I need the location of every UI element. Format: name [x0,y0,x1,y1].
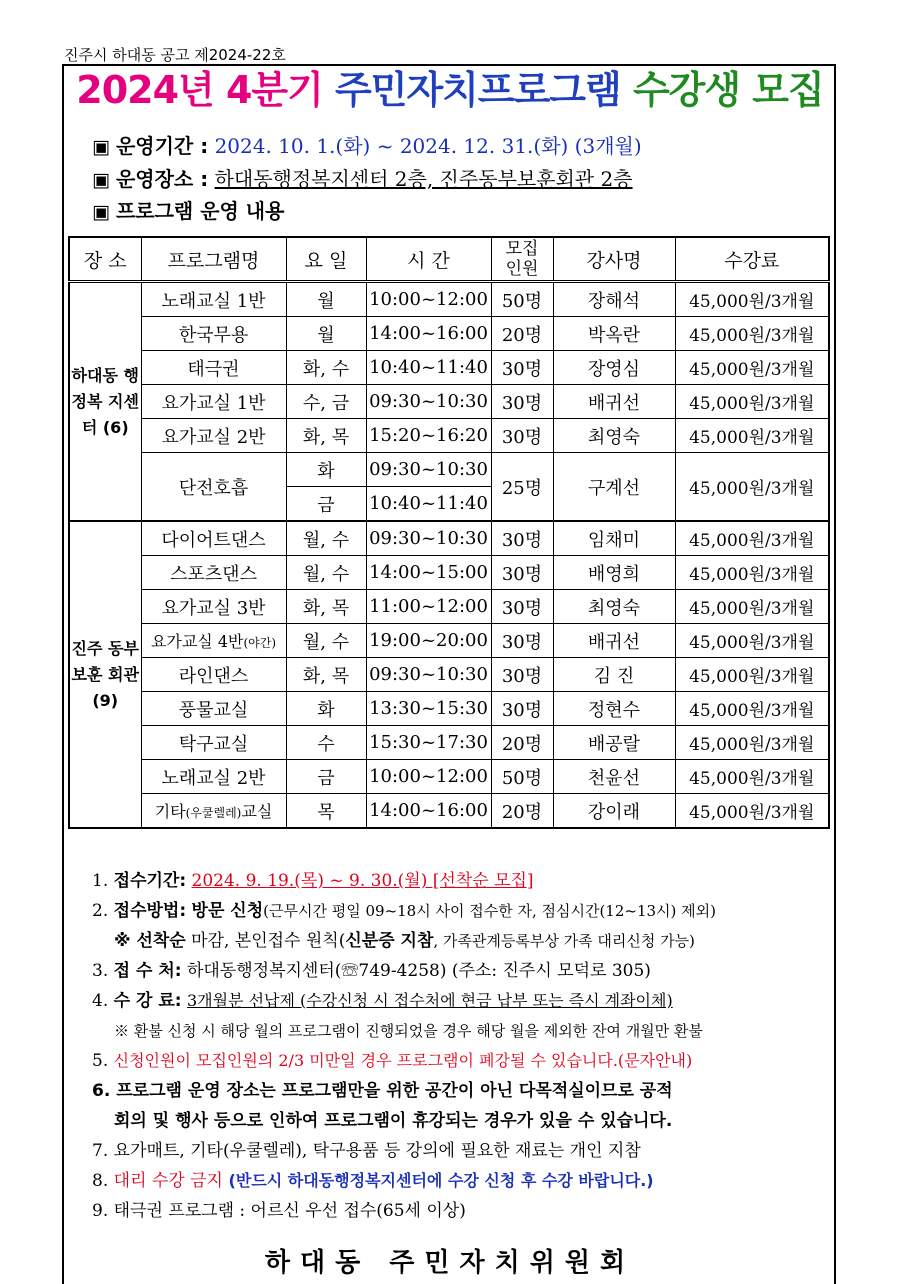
program-teacher: 배영희 [553,556,675,590]
note-text: 신청인원이 모집인원의 2/3 미만일 경우 프로그램이 폐강될 수 있습니다.(문자안내) [113,1051,693,1070]
period-value: 2024. 10. 1.(화) ~ 2024. 12. 31.(화) (3개월) [214,134,642,158]
table-row [69,658,829,692]
program-time: 14:00~16:00 [366,317,491,351]
note-value: (근무시간 평일 09~18시 사이 접수한 자, 점심시간(12~13시) 제외) [263,902,716,920]
table-row [69,624,829,658]
program-time: 13:30~15:30 [366,692,491,726]
program-name: 요가교실 3반 [141,590,286,624]
note-sub-text: 마감, 본인접수 원칙( [185,931,346,951]
program-day: 금 [286,760,366,794]
program-time: 14:00~16:00 [366,794,491,829]
place-dongbu-hall: 진주 동부 보훈 회관 (9) [69,521,141,828]
table-row [69,453,829,487]
note-9 [92,1196,832,1226]
program-name: 스포츠댄스 [141,556,286,590]
program-day: 월, 수 [286,521,366,556]
program-fee: 45,000원/3개월 [675,658,829,692]
program-name: 한국무용 [141,317,286,351]
note-1 [92,866,832,896]
program-time: 11:00~12:00 [366,590,491,624]
program-teacher: 박옥란 [553,317,675,351]
program-time: 15:20~16:20 [366,419,491,453]
note-number: 1. [92,871,109,891]
program-capacity: 30명 [491,351,553,385]
place-value: 하대동행정복지센터 2층, 진주동부보훈회관 2층 [214,167,633,191]
info-period [92,132,642,161]
program-name [141,624,286,658]
program-fee: 45,000원/3개월 [675,351,829,385]
program-name: 요가교실 1반 [141,385,286,419]
header-capacity-line2: 인원 [505,259,539,279]
program-time: 09:30~10:30 [366,453,491,487]
header-program-name: 프로그램명 [141,237,286,282]
program-fee: 45,000원/3개월 [675,760,829,794]
program-capacity: 20명 [491,726,553,760]
program-fee: 45,000원/3개월 [675,282,829,317]
program-capacity: 25명 [491,453,553,522]
program-teacher: 최영숙 [553,419,675,453]
note-label: 접수방법: [113,901,187,921]
program-fee: 45,000원/3개월 [675,692,829,726]
note-label: 수 강 료: [113,991,182,1011]
program-capacity: 50명 [491,760,553,794]
program-teacher: 김 진 [553,658,675,692]
program-capacity: 30명 [491,692,553,726]
program-time: 10:00~12:00 [366,282,491,317]
program-name: 노래교실 1반 [141,282,286,317]
content-label: 프로그램 운영 내용 [115,199,285,223]
header-place: 장 소 [69,237,141,282]
note-sub-prefix: ※ 선착순 [114,931,186,951]
note-sub-text: ※ 환불 신청 시 해당 월의 프로그램이 진행되었을 경우 해당 월을 제외한 잔여 개월만 환불 [114,1022,703,1040]
table-row [69,692,829,726]
program-name: 태극권 [141,351,286,385]
program-time: 10:40~11:40 [366,487,491,522]
bullet-square-icon: ▣ [92,201,110,223]
program-fee: 45,000원/3개월 [675,317,829,351]
table-row [69,726,829,760]
note-7 [92,1136,832,1166]
note-text: 요가매트, 기타(우쿨렐레), 탁구용품 등 강의에 필요한 재료는 개인 지참 [113,1141,641,1161]
title-quarter: 2024년 4분기 [76,68,323,112]
table-row [69,556,829,590]
note-3 [92,956,832,986]
note-value: 3개월분 선납제 (수강신청 시 접수처에 현금 납부 또는 즉시 계좌이체) [186,991,673,1010]
program-name-note: (야간) [243,636,277,650]
program-day: 월, 수 [286,624,366,658]
program-time: 10:00~12:00 [366,760,491,794]
program-capacity: 50명 [491,282,553,317]
title-recruit: 수강생 모집 [632,68,824,112]
header-teacher: 강사명 [553,237,675,282]
program-name-main: 요가교실 4반 [150,632,244,651]
table-row [69,590,829,624]
program-day: 월 [286,317,366,351]
notice-number: 진주시 하대동 공고 제2024-22호 [64,46,286,64]
program-teacher: 정현수 [553,692,675,726]
note-sub-bold: 신분증 지참 [345,931,434,951]
header-day: 요 일 [286,237,366,282]
program-teacher: 구계선 [553,453,675,522]
note-value: 2024. 9. 19.(목) ~ 9. 30.(월) [선착순 모집] [191,871,534,891]
note-label: 접수기간: [113,871,187,891]
program-day: 화, 목 [286,419,366,453]
table-row [69,385,829,419]
program-time: 10:40~11:40 [366,351,491,385]
program-teacher: 장영심 [553,351,675,385]
table-row [69,282,829,317]
bullet-square-icon: ▣ [92,169,110,191]
note-text: 회의 및 행사 등으로 인하여 프로그램이 휴강되는 경우가 있을 수 있습니다. [114,1111,673,1131]
program-day: 화 [286,692,366,726]
program-fee: 45,000원/3개월 [675,521,829,556]
program-time: 09:30~10:30 [366,521,491,556]
note-4 [92,986,832,1016]
program-capacity: 20명 [491,794,553,829]
program-name: 다이어트댄스 [141,521,286,556]
program-day: 목 [286,794,366,829]
note-2-sub [92,926,832,956]
program-name: 탁구교실 [141,726,286,760]
program-time: 14:00~15:00 [366,556,491,590]
program-fee: 45,000원/3개월 [675,453,829,522]
program-capacity: 30명 [491,658,553,692]
program-name-note: (우쿨렐레) [185,806,242,820]
program-capacity: 30명 [491,624,553,658]
notes-list [92,866,832,1226]
program-teacher: 천윤선 [553,760,675,794]
program-name: 요가교실 2반 [141,419,286,453]
program-capacity: 30명 [491,385,553,419]
program-time: 15:30~17:30 [366,726,491,760]
program-day: 화, 목 [286,590,366,624]
program-fee: 45,000원/3개월 [675,590,829,624]
program-day: 화, 수 [286,351,366,385]
program-teacher: 강이래 [553,794,675,829]
place-label: 운영장소 : [115,167,209,191]
note-number: 2. [92,901,109,921]
note-4-sub [92,1016,832,1046]
note-6 [92,1076,832,1106]
program-day: 화, 목 [286,658,366,692]
table-row [69,317,829,351]
program-fee: 45,000원/3개월 [675,624,829,658]
header-fee: 수강료 [675,237,829,282]
note-number: 6. [92,1081,111,1101]
note-text-red: 대리 수강 금지 [113,1171,223,1191]
program-fee: 45,000원/3개월 [675,794,829,829]
info-content [92,197,284,226]
program-name: 노래교실 2반 [141,760,286,794]
info-place [92,165,633,194]
bullet-square-icon: ▣ [92,136,110,158]
header-capacity-line1: 모집 [505,239,539,259]
program-fee: 45,000원/3개월 [675,419,829,453]
note-sub-tail: , 가족관계등록부상 가족 대리신청 가능) [433,932,695,950]
note-number: 8. [92,1171,109,1191]
note-text: 프로그램 운영 장소는 프로그램만을 위한 공간이 아닌 다목적실이므로 공적 [116,1081,673,1101]
program-day: 수 [286,726,366,760]
program-fee: 45,000원/3개월 [675,726,829,760]
program-capacity: 20명 [491,317,553,351]
program-day: 수, 금 [286,385,366,419]
program-teacher: 임채미 [553,521,675,556]
program-time: 19:00~20:00 [366,624,491,658]
program-name-tail: 교실 [241,802,273,821]
note-6-cont [92,1106,832,1136]
note-8 [92,1166,832,1196]
program-teacher: 장해석 [553,282,675,317]
signer: 하대동 주민자치위원회 [264,1248,636,1278]
program-name-main: 기타 [154,802,186,821]
table-row [69,760,829,794]
program-day: 월, 수 [286,556,366,590]
note-label: 접 수 처: [113,961,182,981]
note-5 [92,1046,832,1076]
program-capacity: 30명 [491,419,553,453]
note-number: 3. [92,961,109,981]
table-row [69,521,829,556]
program-teacher: 최영숙 [553,590,675,624]
table-row [69,351,829,385]
program-day: 화 [286,453,366,487]
program-time: 09:30~10:30 [366,658,491,692]
program-name: 라인댄스 [141,658,286,692]
note-number: 7. [92,1141,109,1161]
program-capacity: 30명 [491,521,553,556]
period-label: 운영기간 : [115,134,209,158]
note-2 [92,896,832,926]
program-name: 풍물교실 [141,692,286,726]
note-text: 태극권 프로그램 : 어르신 우선 접수(65세 이상) [113,1201,466,1221]
table-row [69,419,829,453]
program-fee: 45,000원/3개월 [675,385,829,419]
program-teacher: 배귀선 [553,385,675,419]
note-number: 9. [92,1201,109,1221]
note-number: 5. [92,1051,109,1071]
page-title [0,68,900,112]
program-name: 단전호흡 [141,453,286,522]
note-value: 하대동행정복지센터(☏749-4258) (주소: 진주시 모덕로 305) [186,961,651,981]
program-capacity: 30명 [491,556,553,590]
program-fee: 45,000원/3개월 [675,556,829,590]
program-day: 월 [286,282,366,317]
program-capacity: 30명 [491,590,553,624]
table-row [69,794,829,829]
program-name [141,794,286,829]
header-capacity [491,237,553,282]
note-text-blue: (반드시 하대동행정복지센터에 수강 신청 후 수강 바랍니다.) [222,1171,654,1190]
table-header-row [69,237,829,282]
note-value-bold: 방문 신청 [191,901,264,921]
program-table [68,236,830,829]
header-time: 시 간 [366,237,491,282]
place-hadae-center: 하대동 행정복 지센터 (6) [69,282,141,522]
program-day: 금 [286,487,366,522]
program-teacher: 배귀선 [553,624,675,658]
note-number: 4. [92,991,109,1011]
program-teacher: 배공랄 [553,726,675,760]
title-program: 주민자치프로그램 [335,68,621,112]
program-time: 09:30~10:30 [366,385,491,419]
